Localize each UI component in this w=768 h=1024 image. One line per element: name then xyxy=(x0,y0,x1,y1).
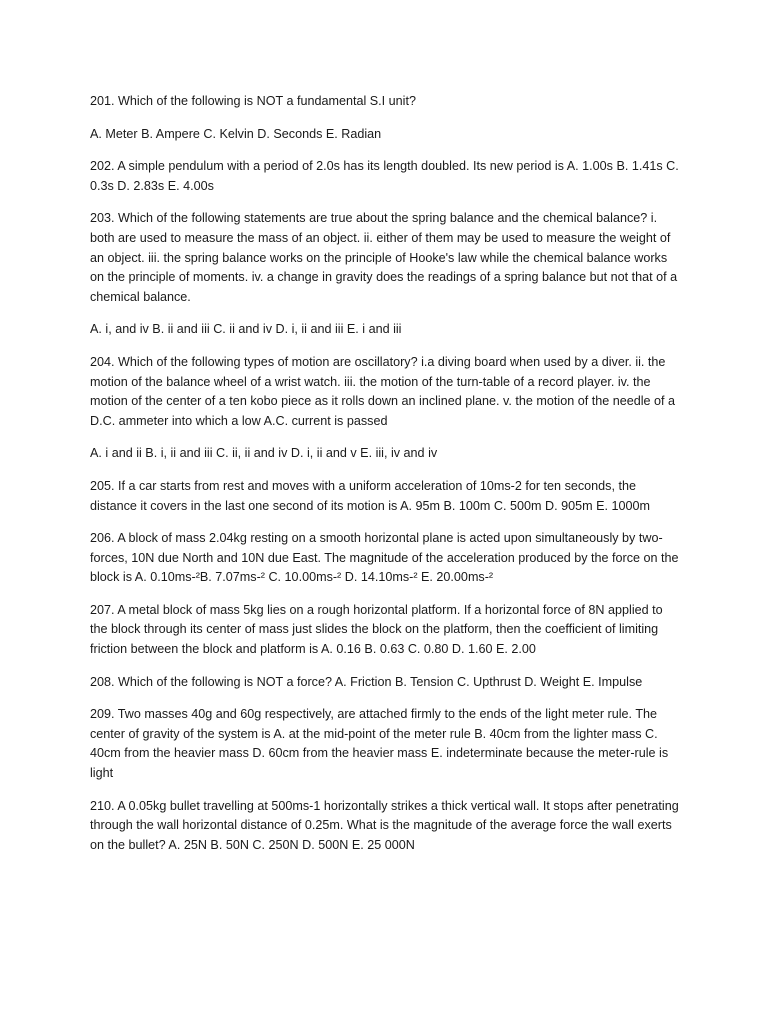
question-206-text: 206. A block of mass 2.04kg resting on a smooth horizontal plane is acted upon simultaneously by two-forces, 10N due North and 10N due East. The magnitude of the acceleration produced by the force on the block is A. 0.10ms-²B. 7.07ms-² C. 10.00ms-² D. 14.10ms-² E. 20.00ms-² xyxy=(90,531,679,585)
question-205-text: 205. If a car starts from rest and moves with a uniform acceleration of 10ms-2 for ten seconds, the distance it covers in the last one second of its motion is A. 95m B. 100m C. 500m D. 905m E. 1000m xyxy=(90,478,650,513)
question-202-text: 202. A simple pendulum with a period of 2.0s has its length doubled. Its new period is A. 1.00s B. 1.41s C. 0.3s D. 2.83s E. 4.00s xyxy=(90,159,679,193)
question-204-options: A. i and ii B. i, ii and iii C. ii, ii and iv D. i, ii and v E. iii, iv and iv xyxy=(90,446,438,461)
question-207-text: 207. A metal block of mass 5kg lies on a rough horizontal platform. If a horizontal force of 8N applied to the block through its center of mass just slides the block on the platform, then the coefficient of limiting friction between the block and platform is A. 0.16 B. 0.63 C. 0.80 D. 1.60 E. 2.00 xyxy=(90,602,663,657)
document-page xyxy=(90,92,682,868)
question-204-text: 204. Which of the following types of motion are oscillatory? i.a diving board when used by a diver. ii. the motion of the balance wheel of a wrist watch. iii. the motion of the turn-table of a record player. iv. the motion of the center of a ten kobo piece as it rolls down an inclined plane. v. the motion of the needle of a D.C. ammeter into which a low A.C. current is passed xyxy=(90,354,676,428)
question-209-text: 209. Two masses 40g and 60g respectively, are attached firmly to the ends of the light meter rule. The center of gravity of the system is A. at the mid-point of the meter rule B. 40cm from the lighter mass C. 40cm from the heavier mass D. 60cm from the heavier mass E. indeterminate because the meter-rule is light xyxy=(90,707,669,781)
question-208-text: 208. Which of the following is NOT a force? A. Friction B. Tension C. Upthrust D. Weight E. Impulse xyxy=(90,674,643,689)
question-203-options: A. i, and iv B. ii and iii C. ii and iv D. i, ii and iii E. i and iii xyxy=(90,322,402,337)
question-210-text: 210. A 0.05kg bullet travelling at 500ms-1 horizontally strikes a thick vertical wall. It stops after penetrating through the wall horizontal distance of 0.25m. What is the magnitude of the average force the wall exerts on the bullet? A. 25N B. 50N C. 250N D. 500N E. 25 000N xyxy=(90,798,679,852)
question-201-text: 201. Which of the following is NOT a fundamental S.I unit? xyxy=(90,94,416,108)
question-203-text: 203. Which of the following statements are true about the spring balance and the chemical balance? i. both are used to measure the mass of an object. ii. either of them may be used to measure the weight of an object. iii. the spring balance works on the principle of Hooke's law while the chemical balance works on the principle of moments. iv. a change in gravity does the readings of a spring balance but not that of a chemical balance. xyxy=(90,211,678,304)
question-201-options: A. Meter B. Ampere C. Kelvin D. Seconds E. Radian xyxy=(90,126,382,141)
